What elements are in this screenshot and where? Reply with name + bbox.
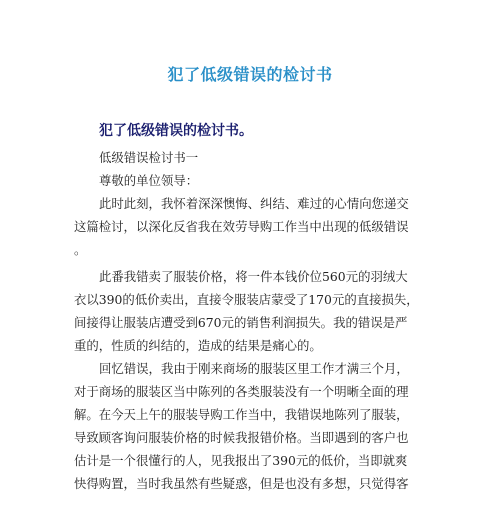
paragraph-line: 此番我错卖了服装价格，将一件本钱价位560元的羽绒大 [99,269,408,284]
paragraph-line: 导致顾客询问服装价格的时候我报错价格。当即遇到的客户也 [74,430,409,445]
paragraph-line: 重的，性质的纠结的，造成的结果是痛心的。 [74,338,322,353]
paragraph-line: 此时此刻，我怀着深深懊悔、纠结、难过的心情向您递交 [99,196,409,211]
paragraph-line: 快得购置，当时我虽然有些疑惑，但是也没有多想，只觉得客 [74,476,409,491]
paragraph-line: 解。在今天上午的服装导购工作当中，我错误地陈列了服装， [74,407,409,422]
paragraph-line: 估计是一个很懂行的人，见我报出了390元的低价，当即就爽 [74,453,408,468]
paragraph-line: 尊敬的单位领导： [99,173,199,188]
document-title: 犯了低级错误的检讨书 [167,65,333,84]
section-heading: 犯了低级错误的检讨书。 [99,123,253,139]
paragraph-line: 对于商场的服装区当中陈列的各类服装没有一个明晰全面的理 [74,384,409,399]
paragraph-line: 。 [74,242,87,257]
paragraph-line: 衣以390的低价卖出，直接令服装店蒙受了170元的直接损失， [74,292,419,307]
paragraph-line: 回忆错误，我由于刚来商场的服装区里工作才满三个月， [99,361,409,376]
paragraph-line: 间接得让服装店遭受到670元的销售利润损失。我的错误是严 [74,315,408,330]
document-body [74,146,430,495]
paragraph-line: 低级错误检讨书一 [99,150,199,165]
paragraph-line: 这篇检讨，以深化反省我在效劳导购工作当中出现的低级错误 [74,219,409,234]
